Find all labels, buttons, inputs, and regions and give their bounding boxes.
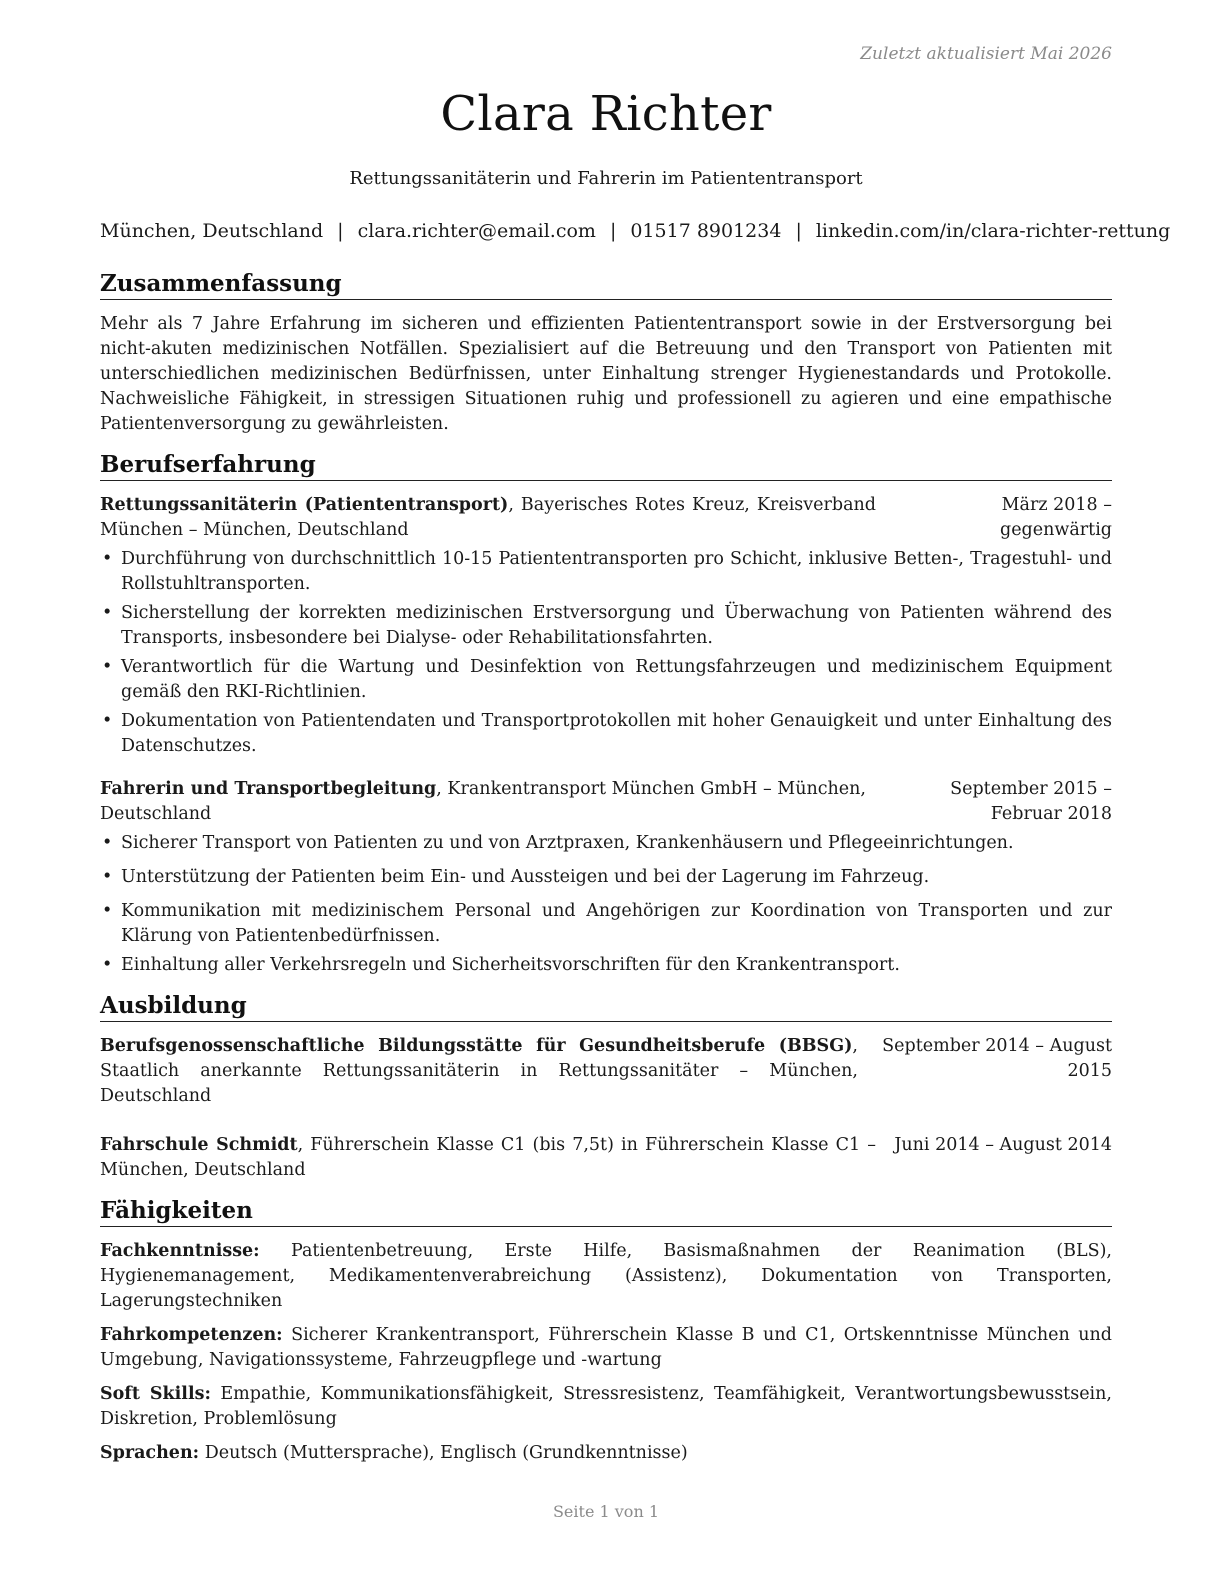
list-item: • Sicherstellung der korrekten medizinischen Erstversorgung und Überwachung von Patienten während des Transports, insbesondere bei Dialyse- oder Rehabilitationsfahrten. — [100, 601, 1112, 651]
skill-row — [100, 1382, 1112, 1432]
contact-linkedin[interactable]: linkedin.com/in/clara-richter-rettung — [815, 220, 1171, 242]
education-entry — [100, 1133, 1112, 1183]
contact-location: München, Deutschland — [100, 220, 324, 242]
skill-label: Fahrkompetenzen: — [100, 1325, 283, 1345]
list-item: • Dokumentation von Patientendaten und Transportprotokollen mit hoher Genauigkeit und unter Einhaltung des Datenschutzes. — [100, 709, 1112, 759]
list-item: • Durchführung von durchschnittlich 10-15 Patiententransporten pro Schicht, inklusive Betten-, Tragestuhl- und Rollstuhltransporten. — [100, 547, 1112, 597]
resume-content — [100, 270, 1112, 1475]
list-item: • Einhaltung aller Verkehrsregeln und Sicherheitsvorschriften für den Krankentransport. — [100, 953, 1112, 978]
job-dates: September 2015 – Februar 2018 — [950, 779, 1112, 824]
education-details: , Führerschein Klasse C1 (bis 7,5t) in Führerschein Klasse C1 – München, Deutschland — [100, 1135, 876, 1180]
education-title-line — [100, 1034, 872, 1109]
education-school: Fahrschule Schmidt — [100, 1135, 298, 1155]
contact-line — [100, 220, 1171, 242]
education-title-line — [100, 1133, 890, 1183]
list-item: • Verantwortlich für die Wartung und Desinfektion von Rettungsfahrzeugen und medizinischem Equipment gemäß den RKI-Richtlinien. — [100, 655, 1112, 705]
list-item: • Kommunikation mit medizinischem Personal und Angehörigen zur Koordination von Transporten und zur Klärung von Patientenbedürfnissen. — [100, 899, 1112, 949]
summary-text: Mehr als 7 Jahre Erfahrung im sicheren und effizienten Patiententransport sowie in der Erstversorgung bei nicht-akuten medizinischen Notfällen. Spezialisiert auf die Betreuung und den Transport von Patienten mit unterschiedlichen medizinischen Bedürfnissen, unter Einhaltung strenger Hygienestandards und Protokolle. Nachweisliche Fähigkeit, in stressigen Situationen ruhig und professionell zu agieren und eine empathische Patientenversorgung zu gewährleisten. — [100, 314, 1112, 434]
skill-label: Soft Skills: — [100, 1384, 211, 1404]
job-title-line — [100, 493, 890, 543]
job-bullets — [100, 547, 1112, 759]
job-entry — [100, 493, 1112, 759]
skill-label: Fachkenntnisse: — [100, 1241, 260, 1261]
job-details: , Bayerisches Rotes Kreuz, Kreisverband München – München, Deutschland — [100, 495, 876, 540]
skill-text: Deutsch (Muttersprache), Englisch (Grundkenntnisse) — [199, 1443, 688, 1463]
job-dates: März 2018 – gegenwärtig — [1000, 495, 1112, 540]
education-section — [100, 992, 1112, 1183]
skills-heading: Fähigkeiten — [100, 1197, 1112, 1227]
list-item: • Sicherer Transport von Patienten zu und von Arztpraxen, Krankenhäusern und Pflegeeinrichtungen. — [100, 831, 1112, 856]
job-header — [100, 777, 1112, 827]
education-heading: Ausbildung — [100, 992, 1112, 1022]
job-role: Rettungssanitäterin (Patiententransport) — [100, 495, 509, 515]
candidate-title: Rettungssanitäterin und Fahrerin im Patiententransport — [349, 168, 863, 189]
last-updated: Zuletzt aktualisiert Mai 2026 — [860, 44, 1112, 64]
education-dates: September 2014 – August 2015 — [882, 1036, 1112, 1081]
candidate-name: Clara Richter — [440, 86, 772, 142]
job-details: , Krankentransport München GmbH – München, Deutschland — [100, 779, 866, 824]
contact-separator: | — [609, 220, 617, 242]
contact-phone[interactable]: 01517 8901234 — [630, 220, 782, 242]
contact-separator: | — [337, 220, 344, 242]
job-role: Fahrerin und Transportbegleitung — [100, 779, 437, 799]
education-school: Berufsgenossenschaftliche Bildungsstätte für Gesundheitsberufe (BBSG) — [100, 1036, 853, 1056]
contact-separator: | — [795, 220, 802, 242]
education-entry — [100, 1034, 1112, 1109]
education-dates: Juni 2014 – August 2014 — [894, 1135, 1112, 1155]
experience-section — [100, 451, 1112, 978]
skill-text: Sicherer Krankentransport, Führerschein Klasse B und C1, Ortskenntnisse München und Umgebung, Navigationssysteme, Fahrzeugpflege und -wartung — [100, 1325, 1112, 1370]
job-entry — [100, 777, 1112, 978]
skill-text: Empathie, Kommunikationsfähigkeit, Stressresistenz, Teamfähigkeit, Verantwortungsbewusstsein, Diskretion, Problemlösung — [100, 1384, 1112, 1429]
skill-row — [100, 1323, 1112, 1373]
skills-section — [100, 1197, 1112, 1466]
experience-heading: Berufserfahrung — [100, 451, 1112, 481]
summary-heading: Zusammenfassung — [100, 270, 1112, 300]
skill-row — [100, 1441, 1112, 1466]
skill-label: Sprachen: — [100, 1443, 200, 1463]
contact-email[interactable]: clara.richter@email.com — [357, 220, 596, 242]
summary-section — [100, 270, 1112, 437]
resume-page — [100, 0, 1171, 1584]
education-details: , Staatlich anerkannte Rettungssanitäterin in Rettungssanitäter – München, Deutschland — [100, 1036, 858, 1106]
skill-row — [100, 1239, 1112, 1314]
job-title-line — [100, 777, 880, 827]
skill-text: Patientenbetreuung, Erste Hilfe, Basismaßnahmen der Reanimation (BLS), Hygienemanagement, Medikamentenverabreichung (Assistenz), Dokumentation von Transporten, Lagerungstechniken — [100, 1241, 1112, 1311]
job-header — [100, 493, 1112, 543]
job-bullets — [100, 831, 1112, 978]
list-item: • Unterstützung der Patienten beim Ein- und Aussteigen und bei der Lagerung im Fahrzeug. — [100, 865, 1112, 890]
page-number: Seite 1 von 1 — [552, 1502, 660, 1521]
